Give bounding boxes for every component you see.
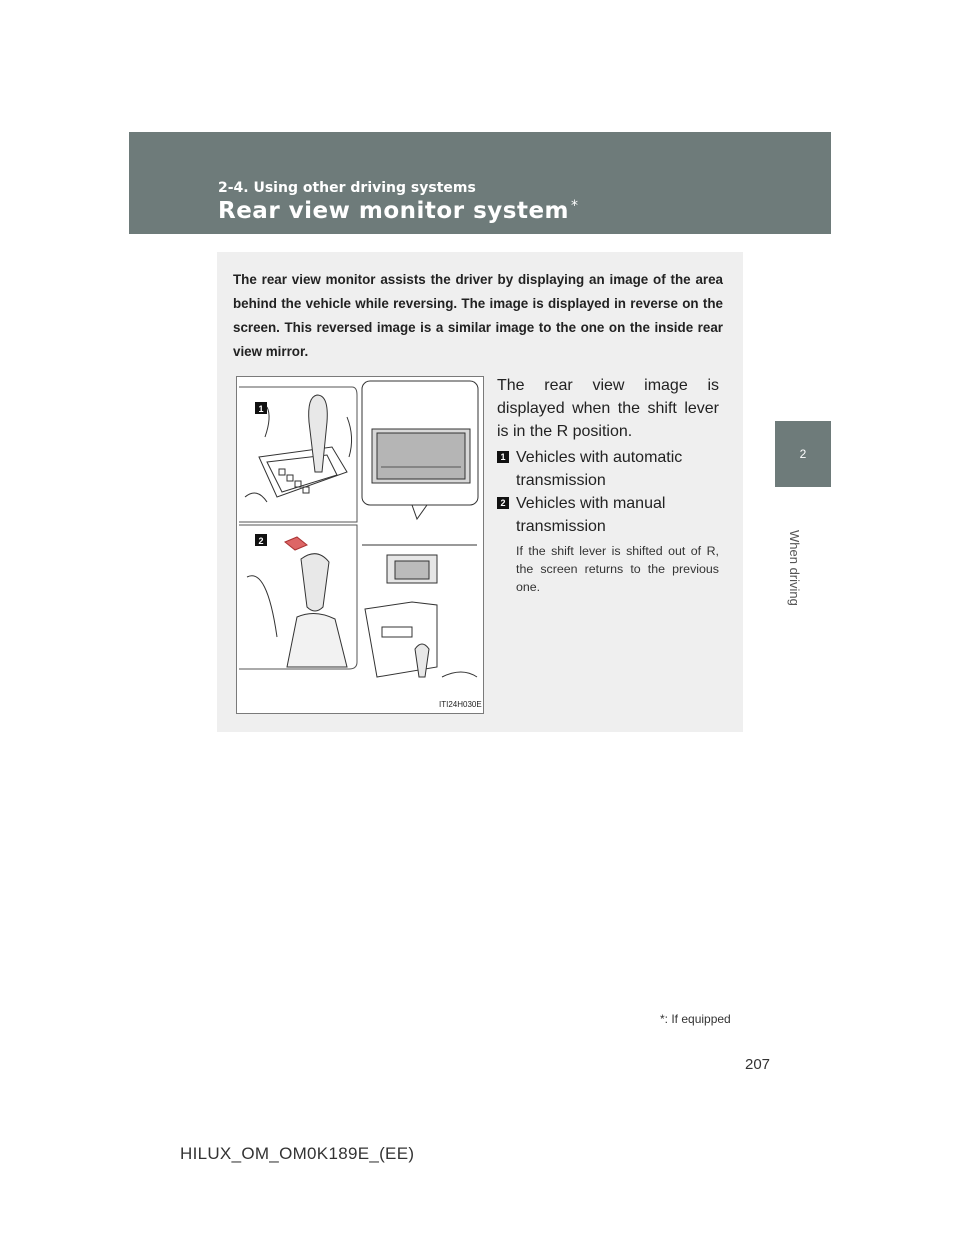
callout-2-label: 2 bbox=[258, 536, 264, 546]
item-label-automatic: Vehicles with automatic transmission bbox=[516, 449, 683, 489]
item-label-manual: Vehicles with manual transmission bbox=[516, 495, 666, 535]
shift-lever-illustration bbox=[237, 377, 483, 713]
page-number: 207 bbox=[745, 1056, 771, 1073]
section-label: 2-4. Using other driving systems bbox=[218, 180, 476, 196]
monitor-callout-drawing bbox=[362, 381, 478, 519]
chapter-number: 2 bbox=[799, 447, 807, 461]
illustration-figure bbox=[236, 376, 484, 714]
callout-1-label: 1 bbox=[258, 404, 264, 414]
list-item-automatic bbox=[497, 446, 719, 492]
page-title-text: Rear view monitor system bbox=[218, 198, 570, 224]
chapter-label: When driving bbox=[787, 530, 802, 606]
page-title bbox=[218, 198, 579, 224]
chapter-tab bbox=[775, 421, 831, 487]
manual-lever-drawing bbox=[239, 525, 357, 669]
intro-paragraph: The rear view monitor assists the driver by displaying an image of the area behind the vehicle while reversing. The image is displayed in reverse on the screen. This reversed image is a similar image to the one on the inside rear view mirror. bbox=[233, 272, 723, 359]
dashboard-drawing bbox=[362, 545, 477, 677]
note-text: If the shift lever is shifted out of R, the screen returns to the previous one. bbox=[516, 544, 719, 594]
figure-code: ITI24H030E bbox=[439, 700, 482, 709]
title-footnote-mark: * bbox=[571, 198, 579, 214]
description-text: The rear view image is displayed when the shift lever is in the R position. bbox=[497, 377, 719, 440]
document-code: HILUX_OM_OM0K189E_(EE) bbox=[180, 1144, 415, 1163]
item-number-2: 2 bbox=[497, 497, 509, 509]
item-number-1: 1 bbox=[497, 451, 509, 463]
list-item-manual bbox=[497, 492, 719, 538]
footnote: *: If equipped bbox=[660, 1012, 731, 1026]
